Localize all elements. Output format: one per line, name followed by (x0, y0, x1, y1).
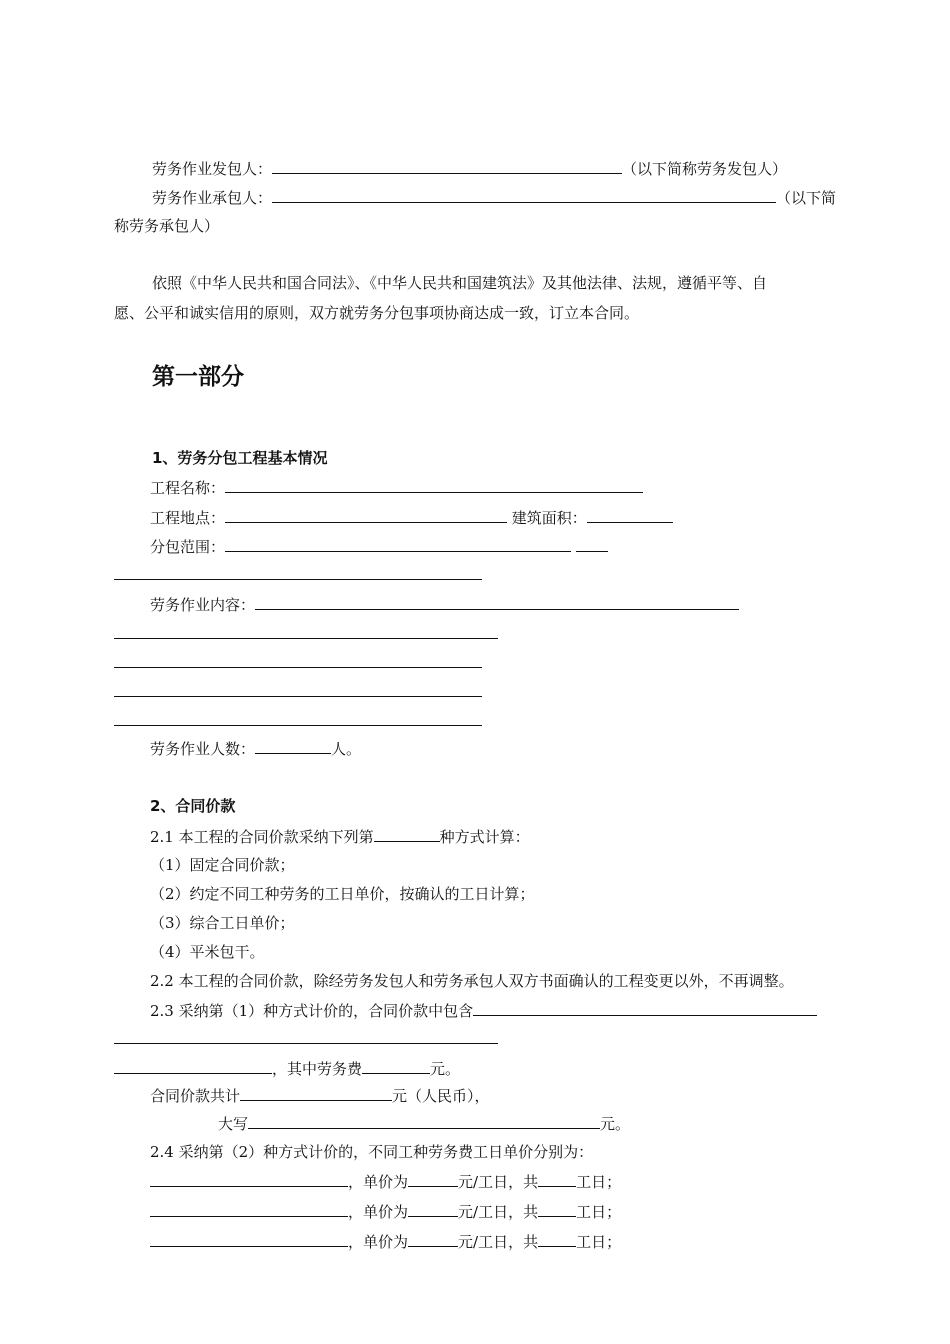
content-field[interactable] (255, 594, 739, 610)
scope-label: 分包范围： (150, 538, 226, 556)
issuer-name-field[interactable] (272, 158, 622, 174)
workers-unit: 人。 (331, 740, 362, 758)
preamble-line-2: 愿、公平和诚实信用的原则，双方就劳务分包事项协商达成一致，订立本合同。 (114, 304, 640, 322)
building-area-label: 建筑面积： (511, 509, 587, 527)
option-2: （2）约定不同工种劳务的工日单价，按确认的工日计算； (150, 885, 535, 903)
section1-heading: 1、劳务分包工程基本情况 (152, 449, 328, 467)
days-field[interactable] (538, 1231, 576, 1247)
price-includes-continuation[interactable] (114, 1043, 498, 1044)
price-includes-field-2[interactable] (114, 1058, 272, 1074)
clause-2-1-post: 种方式计算： (439, 828, 530, 846)
contractor-name-field[interactable] (272, 187, 776, 203)
price-includes-field[interactable] (473, 1000, 817, 1016)
unit-price-pre: ，单价为 (348, 1173, 409, 1191)
clause-2-1-pre: 2.1 本工程的合同价款采纳下列第 (150, 828, 374, 846)
content-continuation-line-1[interactable] (114, 638, 498, 639)
section2-heading: 2、合同价款 (150, 797, 236, 815)
project-name-label: 工程名称： (150, 479, 226, 497)
labor-fee-unit: 元。 (430, 1060, 461, 1078)
issuer-suffix: （以下简称劳务发包人） (622, 160, 788, 178)
labor-fee-pre: ，其中劳务费 (272, 1060, 363, 1078)
option-3: （3）综合工日单价； (150, 914, 295, 932)
capital-pre: 大写 (218, 1115, 249, 1133)
clause-2-3 (150, 1000, 817, 1021)
unit-price-field[interactable] (408, 1231, 458, 1247)
workers-label: 劳务作业人数： (150, 740, 256, 758)
content-continuation-line-2[interactable] (114, 667, 482, 668)
capital-post: 元。 (600, 1115, 631, 1133)
contractor-suffix-cont: 称劳务承包人） (114, 217, 220, 235)
trade-field[interactable] (150, 1231, 348, 1247)
project-name-line (150, 477, 643, 498)
project-site-field[interactable] (225, 507, 507, 523)
contractor-label: 劳务作业承包人： (152, 189, 273, 207)
method-number-field[interactable] (374, 826, 440, 842)
building-area-field[interactable] (587, 507, 673, 523)
clause-2-4: 2.4 采纳第（2）种方式计价的，不同工种劳务费工日单价分别为： (150, 1143, 594, 1161)
project-site-label: 工程地点： (150, 509, 226, 527)
unit-price-field[interactable] (408, 1171, 458, 1187)
total-price-pre: 合同价款共计 (150, 1087, 241, 1105)
days-field[interactable] (538, 1171, 576, 1187)
workers-line (150, 738, 361, 759)
capital-amount-line (218, 1113, 630, 1134)
project-site-line (150, 507, 673, 528)
option-4: （4）平米包干。 (150, 943, 265, 961)
unit-price-post: 元/工日，共 (458, 1233, 539, 1251)
contractor-suffix: （以下简 (776, 189, 837, 207)
content-line (150, 594, 739, 615)
unit-price-field[interactable] (408, 1201, 458, 1217)
days-post: 工日； (576, 1173, 622, 1191)
trade-field[interactable] (150, 1171, 348, 1187)
scope-continuation-line[interactable] (114, 579, 482, 580)
contractor-line (152, 187, 836, 208)
capital-amount-field[interactable] (248, 1113, 600, 1129)
content-continuation-line-4[interactable] (114, 725, 482, 726)
rate-row-1 (150, 1171, 621, 1192)
issuer-line (152, 158, 787, 179)
unit-price-pre: ，单价为 (348, 1203, 409, 1221)
total-price-line (150, 1085, 490, 1106)
rate-row-3 (150, 1231, 621, 1252)
labor-fee-field[interactable] (362, 1058, 430, 1074)
total-price-field[interactable] (240, 1085, 392, 1101)
unit-price-pre: ，单价为 (348, 1233, 409, 1251)
preamble-line-1: 依照《中华人民共和国合同法》、《中华人民共和国建筑法》及其他法律、法规，遵循平等、自 (152, 274, 768, 292)
part-title: 第一部分 (152, 364, 244, 390)
scope-line (150, 536, 608, 557)
days-post: 工日； (576, 1203, 622, 1221)
content-continuation-line-3[interactable] (114, 696, 482, 697)
rate-row-2 (150, 1201, 621, 1222)
clause-2-2: 2.2 本工程的合同价款，除经劳务发包人和劳务承包人双方书面确认的工程变更以外，不再调整。 (150, 972, 794, 990)
clause-2-3-text: 2.3 采纳第（1）种方式计价的，合同价款中包含 (150, 1002, 474, 1020)
scope-field[interactable] (225, 536, 571, 552)
unit-price-post: 元/工日，共 (458, 1203, 539, 1221)
labor-fee-line (114, 1058, 460, 1079)
scope-field-extra[interactable] (576, 536, 608, 552)
option-1: （1）固定合同价款； (150, 856, 295, 874)
days-field[interactable] (538, 1201, 576, 1217)
trade-field[interactable] (150, 1201, 348, 1217)
content-label: 劳务作业内容： (150, 596, 256, 614)
workers-field[interactable] (255, 738, 331, 754)
issuer-label: 劳务作业发包人： (152, 160, 273, 178)
unit-price-post: 元/工日，共 (458, 1173, 539, 1191)
days-post: 工日； (576, 1233, 622, 1251)
clause-2-1 (150, 826, 530, 847)
project-name-field[interactable] (225, 477, 643, 493)
total-price-post: 元（人民币）， (392, 1087, 490, 1105)
